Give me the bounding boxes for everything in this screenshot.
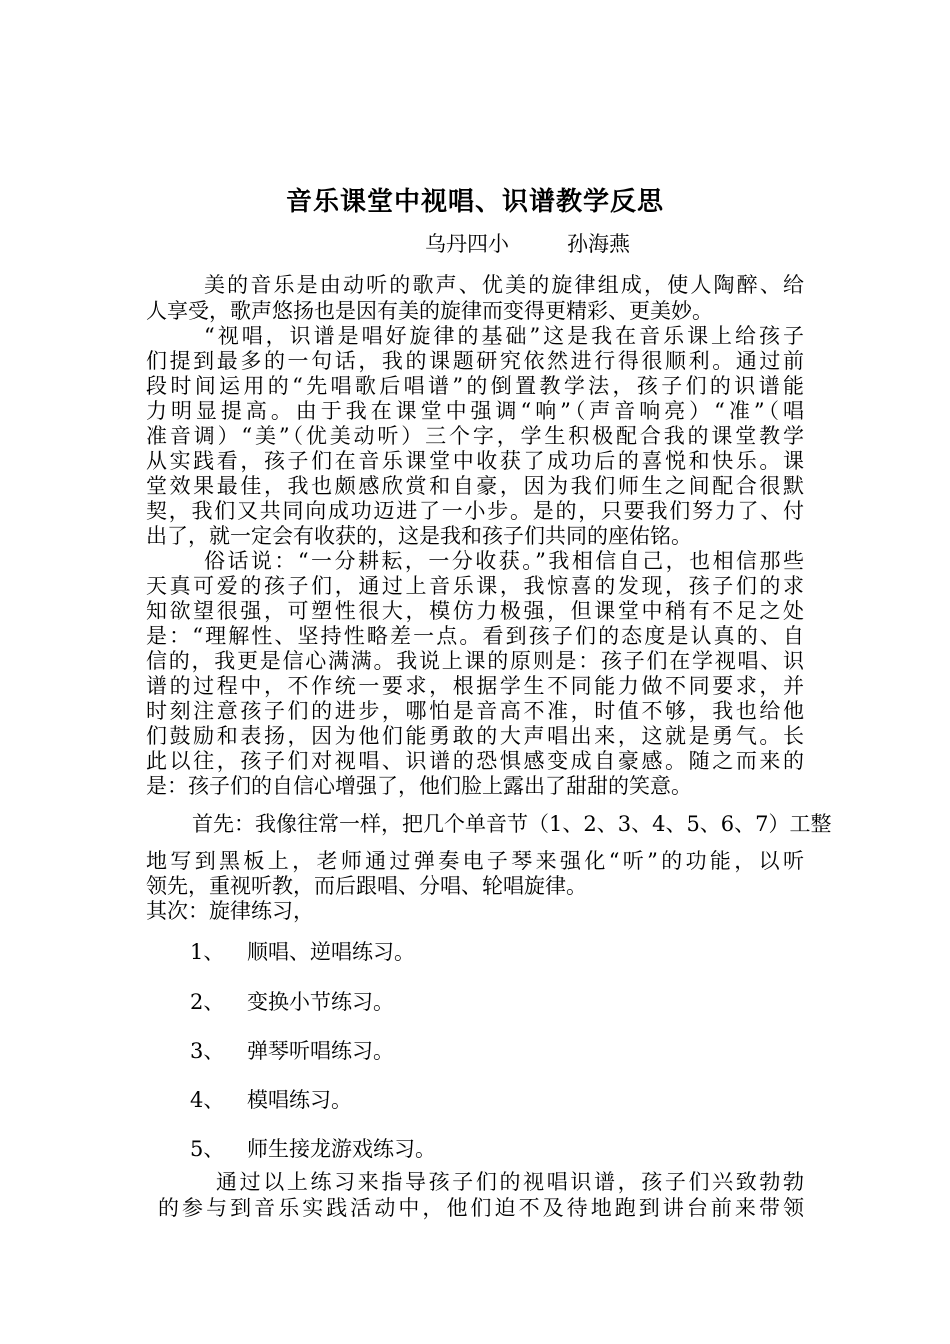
body-line: 们鼓励和表扬，因为他们能勇敢的大声唱出来，这就是勇气。长 — [146, 724, 804, 748]
exercise-number: 3、 — [190, 1039, 225, 1063]
exercise-number: 1、 — [190, 940, 225, 964]
body-line: 首先：我像往常一样，把几个单音节（1、2、3、4、5、6、7）工整 — [192, 812, 832, 836]
page-title: 音乐课堂中视唱、识谱教学反思 — [285, 187, 664, 217]
exercise-text: 弹琴听唱练习。 — [247, 1039, 394, 1063]
exercise-item — [190, 1133, 436, 1163]
exercise-number: 4、 — [190, 1088, 225, 1112]
body-line: 知欲望很强，可塑性很大，模仿力极强，但课堂中稍有不足之处 — [146, 599, 804, 623]
exercise-number: 2、 — [190, 990, 225, 1014]
body-line: 是：“理解性、坚持性略差一点。看到孩子们的态度是认真的、自 — [146, 624, 804, 648]
byline — [425, 228, 630, 258]
body-line: 通过以上练习来指导孩子们的视唱识谱，孩子们兴致勃勃 — [216, 1170, 804, 1194]
body-line: 们提到最多的一句话，我的课题研究依然进行得很顺利。通过前 — [146, 349, 804, 373]
body-line: 时刻注意孩子们的进步，哪怕是音高不准，时值不够，我也给他 — [146, 699, 804, 723]
body-line: “视唱，识谱是唱好旋律的基础”这是我在音乐课上给孩子 — [204, 324, 804, 348]
body-line: 是：孩子们的自信心增强了，他们脸上露出了甜甜的笑意。 — [146, 774, 692, 798]
body-line: 段时间运用的“先唱歌后唱谱”的倒置教学法，孩子们的识谱能 — [146, 374, 804, 398]
exercise-text: 顺唱、逆唱练习。 — [247, 940, 415, 964]
body-line: 领先，重视听教，而后跟唱、分唱、轮唱旋律。 — [146, 874, 587, 898]
author-name: 孙海燕 — [567, 232, 630, 256]
exercise-text: 师生接龙游戏练习。 — [247, 1137, 436, 1161]
exercise-item — [190, 986, 394, 1016]
body-line: 信的，我更是信心满满。我说上课的原则是：孩子们在学视唱、识 — [146, 649, 804, 673]
body-line: 出了，就一定会有收获的，这是我和孩子们共同的座佑铭。 — [146, 524, 692, 548]
body-line: 力明显提高。由于我在课堂中强调“响”（声音响亮）“准”（唱 — [146, 399, 804, 423]
body-line: 俗话说：“一分耕耘，一分收获。”我相信自己，也相信那些 — [204, 549, 804, 573]
body-line: 准音调）“美”（优美动听）三个字，学生积极配合我的课堂教学 — [146, 424, 804, 448]
body-line: 堂效果最佳，我也颇感欣赏和自豪，因为我们师生之间配合很默 — [146, 474, 804, 498]
body-line: 美的音乐是由动听的歌声、优美的旋律组成，使人陶醉、给 — [204, 273, 804, 297]
body-line: 谱的过程中，不作统一要求，根据学生不同能力做不同要求，并 — [146, 674, 804, 698]
body-line: 地写到黑板上，老师通过弹奏电子琴来强化“听”的功能，以听 — [146, 849, 804, 873]
exercise-item — [190, 1084, 352, 1114]
exercise-text: 模唱练习。 — [247, 1088, 352, 1112]
body-line: 此以往，孩子们对视唱、识谱的恐惧感变成自豪感。随之而来的 — [146, 749, 804, 773]
body-line: 的参与到音乐实践活动中，他们迫不及待地跑到讲台前来带领 — [158, 1196, 804, 1220]
school-name: 乌丹四小 — [425, 232, 509, 256]
body-line: 从实践看，孩子们在音乐课堂中收获了成功后的喜悦和快乐。课 — [146, 449, 804, 473]
body-line: 契，我们又共同向成功迈进了一小步。是的，只要我们努力了、付 — [146, 499, 804, 523]
exercise-item — [190, 936, 415, 966]
exercise-item — [190, 1035, 394, 1065]
exercise-text: 变换小节练习。 — [247, 990, 394, 1014]
exercise-number: 5、 — [190, 1137, 225, 1161]
body-line: 人享受，歌声悠扬也是因有美的旋律而变得更精彩、更美妙。 — [146, 299, 713, 323]
body-line: 天真可爱的孩子们，通过上音乐课，我惊喜的发现，孩子们的求 — [146, 574, 804, 598]
body-line: 其次：旋律练习， — [146, 899, 314, 923]
